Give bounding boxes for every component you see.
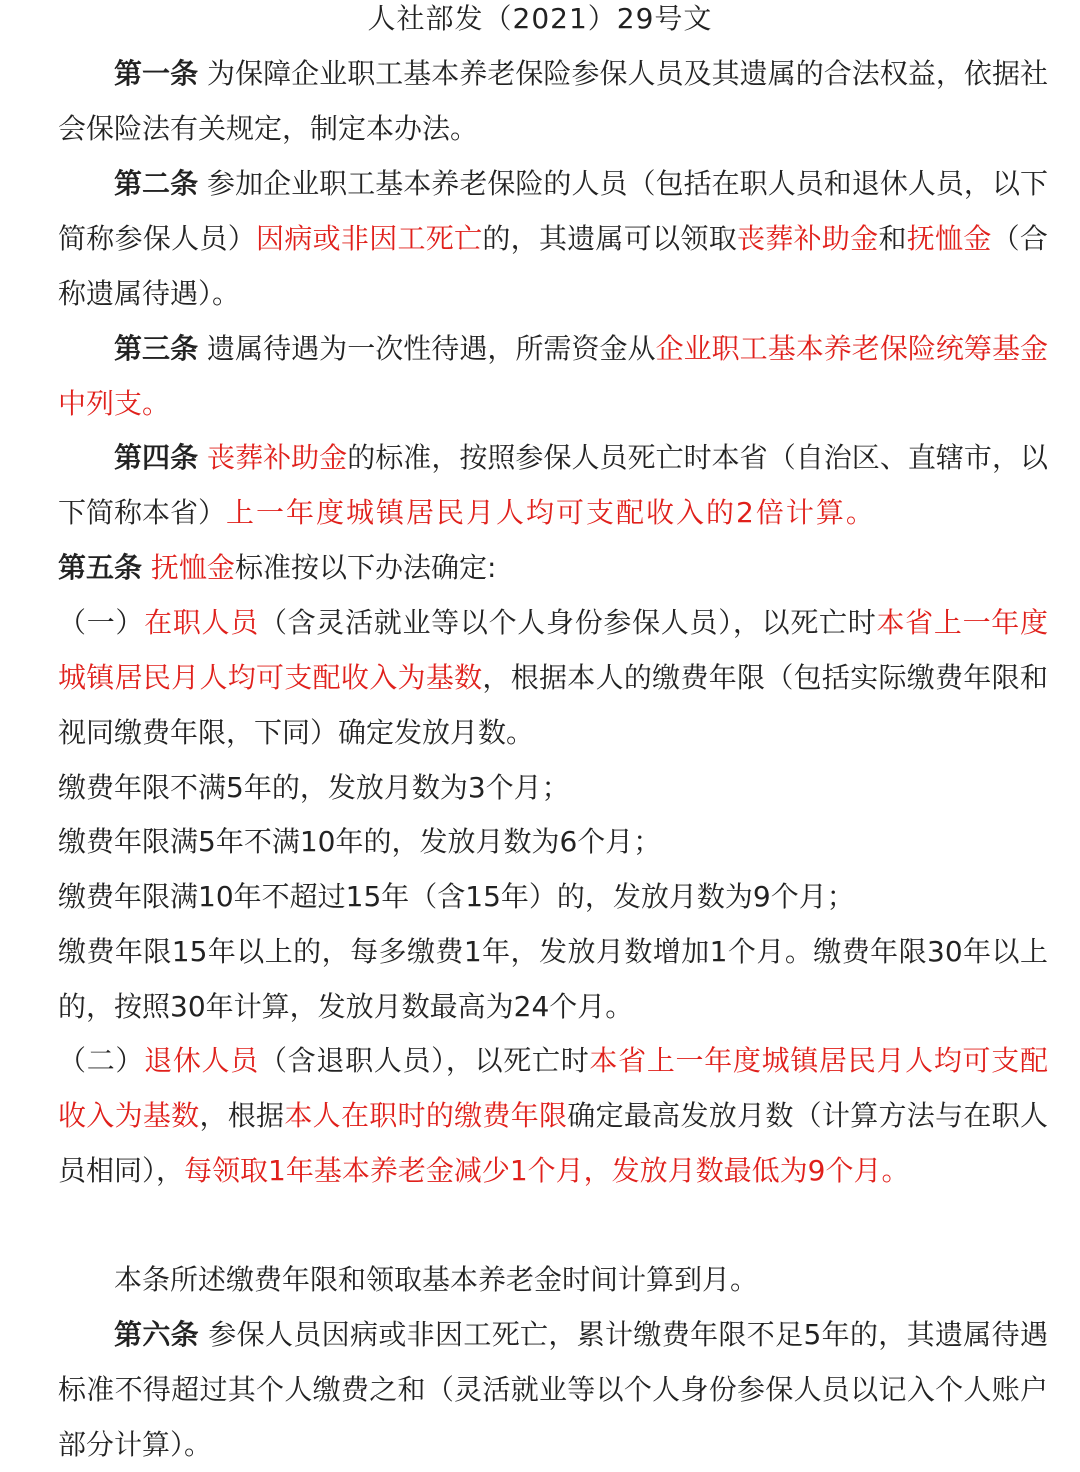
article-2-text: 参加企业职工基本养老保险的人员（包括在职人员和退休人员，以下简称参保人员） (58, 167, 1048, 255)
item-2-text: （含退职人员），以死亡时 (258, 1044, 590, 1077)
item-1-marker: （一） (58, 606, 145, 639)
article-4-paragraph (58, 430, 1048, 540)
article-2-heading: 第二条 (114, 167, 199, 200)
article-4-space (198, 441, 207, 474)
article-5-text: 标准按以下办法确定: (234, 551, 497, 584)
note-text: 本条所述缴费年限和领取基本养老金时间计算到月。 (114, 1263, 759, 1296)
article-4-heading: 第四条 (114, 441, 199, 474)
article-3-text: 遗属待遇为一次性待遇，所需资金从 (198, 332, 656, 365)
highlight-month-reduction: 每领取1年基本养老金减少1个月，发放月数最低为9个月。 (184, 1154, 910, 1187)
highlight-pension: 抚恤金 (906, 222, 992, 255)
article-4-text: 的标准，按照参保人员死亡时本省（自治区、直辖市，以下简称本省） (58, 441, 1048, 529)
document-title: 人社部发（2021）29号文 (367, 2, 713, 35)
note-paragraph (58, 1252, 1048, 1307)
article-6-heading: 第六条 (114, 1318, 200, 1351)
rule-3-paragraph (58, 869, 1048, 924)
article-2-text: （合称遗属待遇）。 (58, 222, 1048, 310)
article-6-text: 参保人员因病或非因工死亡，累计缴费年限不足5年的，其遗属待遇标准不得超过其个人缴费之和（灵活就业等以个人身份参保人员以记入个人账户部分计算）。 (58, 1318, 1048, 1461)
highlight-pension: 抚恤金 (150, 551, 235, 584)
rule-2-text: 缴费年限满5年不满10年的，发放月数为6个月； (58, 825, 662, 858)
article-2-text: 的，其遗属可以领取 (482, 222, 737, 255)
article-3-paragraph (58, 321, 1048, 431)
item-1-text: ，根据本人的缴费年限（包括实际缴费年限和视同缴费年限，下同）确定发放月数。 (58, 661, 1048, 749)
rule-1-text: 缴费年限不满5年的，发放月数为3个月； (58, 771, 570, 804)
item-1-paragraph (58, 595, 1048, 760)
article-5-heading: 第五条 (58, 551, 143, 584)
item-2-text: ，根据 (199, 1099, 285, 1132)
article-5-space (142, 551, 151, 584)
item-2-marker: （二） (58, 1044, 145, 1077)
article-2-text: 和 (878, 222, 907, 255)
item-2-paragraph (58, 1033, 1048, 1198)
highlight-funeral-subsidy: 丧葬补助金 (207, 441, 348, 474)
rule-4-paragraph (58, 924, 1048, 1034)
article-1-heading: 第一条 (114, 57, 199, 90)
highlight-income-base: 本省上一年度城镇居民月人均可支配收入为基数 (58, 606, 1048, 694)
article-5-paragraph (58, 540, 1048, 595)
highlight-retired-staff: 退休人员 (144, 1044, 259, 1077)
highlight-fund-source: 企业职工基本养老保险统筹基金中列支。 (58, 332, 1048, 420)
rule-4-text: 缴费年限15年以上的，每多缴费1年，发放月数增加1个月。缴费年限30年以上的，按照30年计算，发放月数最高为24个月。 (58, 935, 1048, 1023)
highlight-funeral-subsidy: 丧葬补助金 (737, 222, 879, 255)
article-2-paragraph (58, 156, 1048, 321)
article-3-heading: 第三条 (114, 332, 199, 365)
highlight-double-income: 上一年度城镇居民月人均可支配收入的2倍计算。 (226, 496, 876, 529)
rule-3-text: 缴费年限满10年不超过15年（含15年）的，发放月数为9个月； (58, 880, 855, 913)
article-1-paragraph (58, 46, 1048, 156)
rule-2-paragraph (58, 814, 1048, 869)
highlight-death-cause: 因病或非因工死亡 (256, 222, 483, 255)
article-1-text: 为保障企业职工基本养老保险参保人员及其遗属的合法权益，依据社会保险法有关规定，制定本办法。 (58, 57, 1048, 145)
highlight-contribution-years: 本人在职时的缴费年限 (284, 1099, 568, 1132)
rule-1-paragraph (58, 760, 1048, 815)
item-1-text: （含灵活就业等以个人身份参保人员），以死亡时 (258, 606, 877, 639)
item-2-text: 确定最高发放月数（计算方法与在职人员相同）， (58, 1099, 1048, 1187)
highlight-income-base: 本省上一年度城镇居民月人均可支配收入为基数 (58, 1044, 1048, 1132)
article-6-paragraph (58, 1307, 1048, 1472)
highlight-employed-staff: 在职人员 (144, 606, 259, 639)
